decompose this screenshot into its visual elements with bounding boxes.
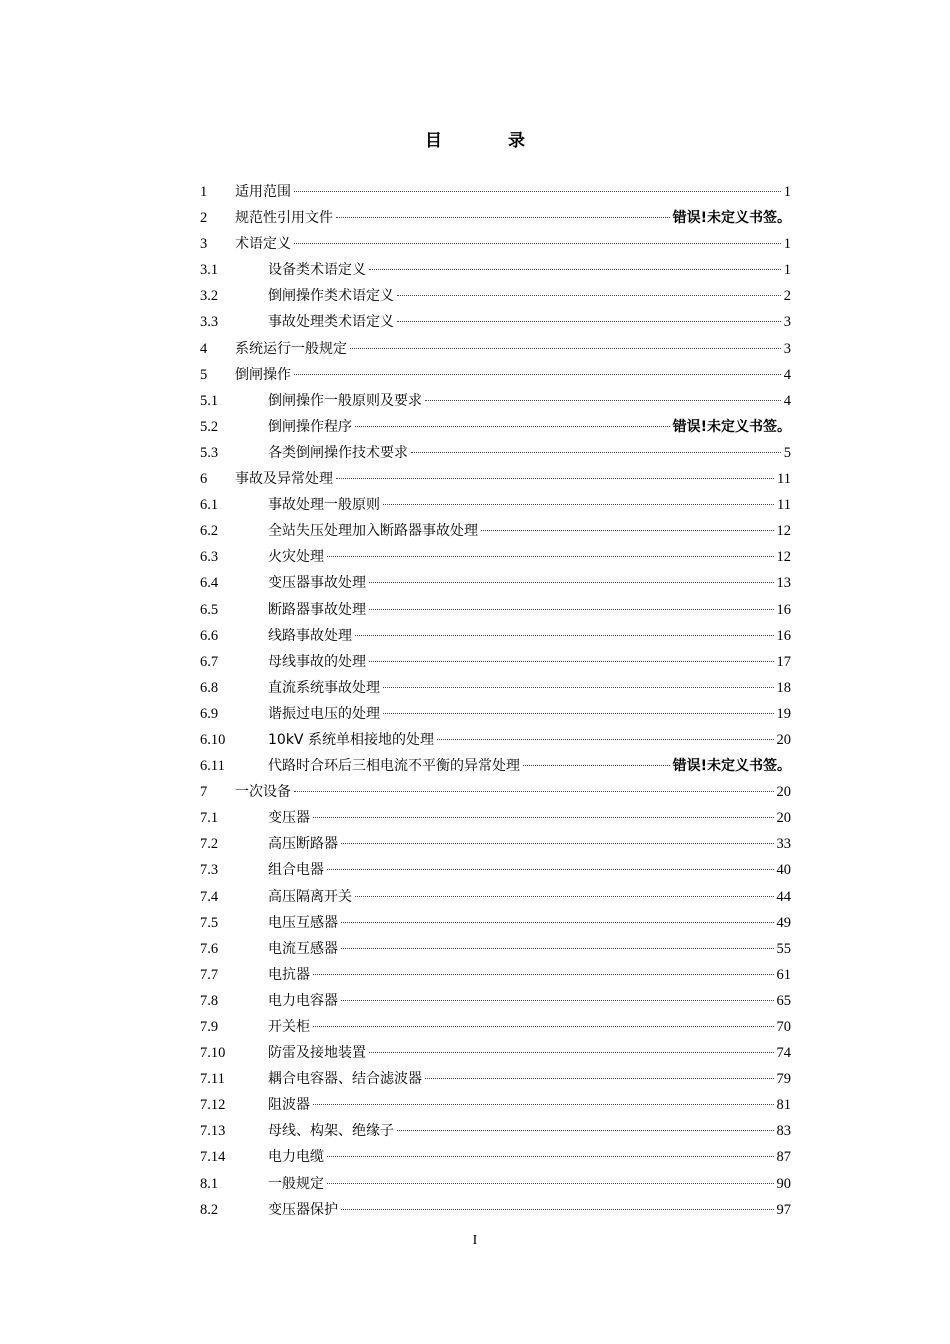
toc-entry[interactable] xyxy=(200,727,791,753)
toc-entry-title: 直流系统事故处理 xyxy=(268,679,380,696)
toc-entry-title: 电力电缆 xyxy=(268,1149,324,1166)
toc-entry-number: 6.8 xyxy=(200,679,219,696)
toc-entry-title: 母线事故的处理 xyxy=(268,653,366,670)
toc-entry-title: 阻波器 xyxy=(268,1097,310,1114)
toc-dot-leader xyxy=(369,582,774,583)
toc-entry[interactable] xyxy=(200,1092,791,1118)
toc-entry-number: 7.4 xyxy=(200,888,219,905)
toc-dot-leader xyxy=(369,1052,774,1053)
toc-entry-page-number: 1 xyxy=(783,262,791,279)
toc-entry[interactable] xyxy=(200,1066,791,1092)
toc-entry[interactable] xyxy=(200,623,791,649)
toc-entry[interactable] xyxy=(200,309,791,335)
toc-entry-number: 6 xyxy=(200,471,208,488)
toc-entry-number: 7.2 xyxy=(200,836,219,853)
toc-entry-page-number: 18 xyxy=(776,679,791,696)
toc-entry-number: 6.5 xyxy=(200,601,219,618)
toc-entry-number: 7.12 xyxy=(200,1097,226,1114)
toc-dot-leader xyxy=(294,791,774,792)
toc-dot-leader xyxy=(425,1078,774,1079)
toc-entry-title: 变压器事故处理 xyxy=(268,575,366,592)
toc-entry[interactable] xyxy=(200,544,791,570)
toc-entry-page-number: 74 xyxy=(776,1045,791,1062)
toc-entry-title: 倒闸操作一般原则及要求 xyxy=(268,392,422,409)
toc-entry-page-number: 5 xyxy=(783,444,791,461)
toc-entry-title: 一次设备 xyxy=(235,784,291,801)
toc-entry-page-number: 83 xyxy=(776,1123,791,1140)
toc-entry[interactable] xyxy=(200,570,791,596)
toc-entry[interactable] xyxy=(200,362,791,388)
toc-entry-page-number: 40 xyxy=(776,862,791,879)
toc-dot-leader xyxy=(411,452,781,453)
toc-entry-title: 断路器事故处理 xyxy=(268,601,366,618)
toc-entry[interactable] xyxy=(200,962,791,988)
toc-entry-number: 6.2 xyxy=(200,523,219,540)
toc-entry-number: 5.3 xyxy=(200,444,219,461)
toc-entry-page-number: 55 xyxy=(776,940,791,957)
toc-entry-title: 系统运行一般规定 xyxy=(235,340,347,357)
toc-entry-number: 4 xyxy=(200,340,208,357)
toc-entry-number: 3.2 xyxy=(200,288,219,305)
toc-dot-leader xyxy=(383,713,774,714)
toc-entry-number: 6.9 xyxy=(200,705,219,722)
toc-entry-error-text: 错误!未定义书签。 xyxy=(672,210,791,227)
toc-dot-leader xyxy=(350,348,781,349)
toc-entry-title: 倒闸操作 xyxy=(235,366,291,383)
toc-dot-leader xyxy=(294,374,781,375)
toc-dot-leader xyxy=(294,243,781,244)
toc-entry-title: 术语定义 xyxy=(235,236,291,253)
toc-entry-number: 5 xyxy=(200,366,208,383)
toc-entry-number: 6.11 xyxy=(200,758,225,775)
toc-entry-title: 倒闸操作程序 xyxy=(268,418,352,435)
toc-entry-page-number: 19 xyxy=(776,705,791,722)
toc-dot-leader xyxy=(369,661,774,662)
table-of-contents xyxy=(200,179,791,1223)
toc-entry[interactable] xyxy=(200,831,791,857)
toc-entry[interactable] xyxy=(200,597,791,623)
toc-entry-number: 6.6 xyxy=(200,627,219,644)
toc-dot-leader xyxy=(294,191,781,192)
toc-dot-leader xyxy=(327,1156,774,1157)
toc-entry-title: 事故处理类术语定义 xyxy=(268,314,394,331)
toc-entry-title: 开关柜 xyxy=(268,1019,310,1035)
toc-entry-title: 适用范围 xyxy=(235,184,291,200)
toc-entry[interactable] xyxy=(200,649,791,675)
toc-entry-title: 变压器保护 xyxy=(268,1201,338,1218)
toc-entry-title: 防雷及接地装置 xyxy=(268,1045,366,1062)
toc-entry-page-number: 1 xyxy=(783,236,791,253)
toc-entry-number: 7.6 xyxy=(200,940,219,957)
toc-entry-page-number: 20 xyxy=(776,731,791,748)
toc-dot-leader xyxy=(369,269,781,270)
toc-entry-number: 8.1 xyxy=(200,1175,219,1192)
toc-dot-leader xyxy=(355,426,670,427)
toc-entry[interactable] xyxy=(200,336,791,362)
toc-entry-page-number: 70 xyxy=(776,1019,791,1035)
toc-entry-title: 一般规定 xyxy=(268,1175,324,1192)
toc-entry-number: 7.10 xyxy=(200,1045,226,1062)
toc-dot-leader xyxy=(397,1130,774,1131)
toc-entry[interactable] xyxy=(200,701,791,727)
toc-entry[interactable] xyxy=(200,936,791,962)
toc-entry-page-number: 16 xyxy=(776,627,791,644)
toc-entry-title: 全站失压处理加入断路器事故处理 xyxy=(268,523,478,540)
toc-entry[interactable] xyxy=(200,1118,791,1144)
toc-entry-page-number: 12 xyxy=(776,549,791,566)
page-title: 目 录 xyxy=(425,131,555,151)
toc-entry-page-number: 44 xyxy=(776,888,791,905)
toc-entry[interactable] xyxy=(200,414,791,440)
toc-entry[interactable] xyxy=(200,440,791,466)
toc-entry-page-number: 33 xyxy=(776,836,791,853)
toc-dot-leader xyxy=(336,217,670,218)
toc-entry[interactable] xyxy=(200,257,791,283)
toc-entry-title: 高压断路器 xyxy=(268,836,338,853)
toc-entry-title: 倒闸操作类术语定义 xyxy=(268,288,394,305)
toc-entry[interactable] xyxy=(200,1040,791,1066)
toc-entry-number: 7.11 xyxy=(200,1071,225,1088)
toc-dot-leader xyxy=(341,922,774,923)
toc-dot-leader xyxy=(313,1026,774,1027)
toc-entry-error-text: 错误!未定义书签。 xyxy=(672,758,791,775)
toc-dot-leader xyxy=(341,1000,774,1001)
toc-entry-error-text: 错误!未定义书签。 xyxy=(672,418,791,435)
toc-entry-page-number: 61 xyxy=(776,966,791,983)
toc-entry[interactable] xyxy=(200,910,791,936)
toc-entry-page-number: 12 xyxy=(776,523,791,540)
toc-entry-page-number: 3 xyxy=(783,314,791,331)
toc-entry-number: 8.2 xyxy=(200,1201,219,1218)
toc-entry-number: 1 xyxy=(200,184,208,200)
toc-dot-leader xyxy=(327,869,774,870)
toc-entry-number: 7.1 xyxy=(200,810,219,827)
toc-entry-number: 7.14 xyxy=(200,1149,226,1166)
toc-entry-number: 3.1 xyxy=(200,262,219,279)
toc-entry-number: 7.3 xyxy=(200,862,219,879)
toc-entry-number: 6.3 xyxy=(200,549,219,566)
toc-dot-leader xyxy=(383,504,774,505)
toc-entry[interactable] xyxy=(200,1171,791,1197)
toc-entry[interactable] xyxy=(200,805,791,831)
toc-dot-leader xyxy=(313,817,774,818)
toc-entry[interactable] xyxy=(200,675,791,701)
toc-entry-page-number: 65 xyxy=(776,992,791,1009)
toc-dot-leader xyxy=(369,609,774,610)
toc-entry-page-number: 87 xyxy=(776,1149,791,1166)
toc-entry-page-number: 16 xyxy=(776,601,791,618)
toc-entry-title: 代路时合环后三相电流不平衡的异常处理 xyxy=(268,758,520,775)
toc-entry[interactable] xyxy=(200,753,791,779)
toc-entry-number: 7.13 xyxy=(200,1123,226,1140)
toc-entry[interactable] xyxy=(200,518,791,544)
toc-entry-title: 电力电容器 xyxy=(268,992,338,1009)
toc-entry-title: 母线、构架、绝缘子 xyxy=(268,1123,394,1140)
toc-entry-number: 3 xyxy=(200,236,208,253)
toc-entry[interactable] xyxy=(200,205,791,231)
toc-entry-number: 7.5 xyxy=(200,914,219,931)
toc-entry-number: 5.1 xyxy=(200,392,219,409)
toc-entry-number: 7.8 xyxy=(200,992,219,1009)
toc-entry-number: 7.7 xyxy=(200,966,219,983)
toc-entry-page-number: 4 xyxy=(783,366,791,383)
toc-entry-number: 3.3 xyxy=(200,314,219,331)
toc-entry-page-number: 2 xyxy=(783,288,791,305)
toc-entry[interactable] xyxy=(200,231,791,257)
toc-entry-number: 7 xyxy=(200,784,208,801)
toc-entry-title: 设备类术语定义 xyxy=(268,262,366,279)
toc-entry-page-number: 1 xyxy=(783,184,791,200)
toc-entry-page-number: 4 xyxy=(783,392,791,409)
toc-entry-title: 谐振过电压的处理 xyxy=(268,705,380,722)
toc-entry-title: 耦合电容器、结合滤波器 xyxy=(268,1071,422,1088)
toc-entry-title: 变压器 xyxy=(268,810,310,827)
toc-entry-page-number: 90 xyxy=(776,1175,791,1192)
toc-entry[interactable] xyxy=(200,492,791,518)
toc-entry-number: 6.4 xyxy=(200,575,219,592)
toc-entry-title: 规范性引用文件 xyxy=(235,210,333,227)
toc-entry-page-number: 11 xyxy=(777,471,791,488)
toc-entry[interactable] xyxy=(200,857,791,883)
toc-entry-number: 6.10 xyxy=(200,731,226,748)
toc-dot-leader xyxy=(383,687,774,688)
toc-entry-title: 10kV 系统单相接地的处理 xyxy=(268,731,434,748)
toc-dot-leader xyxy=(336,478,774,479)
toc-entry-number: 6.1 xyxy=(200,497,219,514)
toc-entry-title: 电抗器 xyxy=(268,966,310,983)
toc-dot-leader xyxy=(425,400,781,401)
toc-entry-page-number: 81 xyxy=(776,1097,791,1114)
toc-entry-page-number: 20 xyxy=(776,784,791,801)
toc-dot-leader xyxy=(523,765,670,766)
toc-entry-title: 火灾处理 xyxy=(268,549,324,566)
toc-entry-title: 事故处理一般原则 xyxy=(268,497,380,514)
toc-dot-leader xyxy=(341,1209,774,1210)
toc-entry[interactable] xyxy=(200,1014,791,1040)
toc-entry-page-number: 13 xyxy=(776,575,791,592)
toc-entry-page-number: 20 xyxy=(776,810,791,827)
toc-dot-leader xyxy=(355,635,774,636)
toc-dot-leader xyxy=(313,1104,774,1105)
toc-entry[interactable] xyxy=(200,283,791,309)
toc-entry-page-number: 79 xyxy=(776,1071,791,1088)
toc-entry-number: 5.2 xyxy=(200,418,219,435)
toc-dot-leader xyxy=(313,974,774,975)
toc-dot-leader xyxy=(397,321,781,322)
toc-dot-leader xyxy=(341,948,774,949)
toc-entry-number: 7.9 xyxy=(200,1019,219,1035)
toc-entry[interactable] xyxy=(200,1144,791,1170)
toc-dot-leader xyxy=(341,843,774,844)
toc-entry[interactable] xyxy=(200,179,791,205)
toc-entry-page-number: 17 xyxy=(776,653,791,670)
toc-dot-leader xyxy=(437,739,774,740)
toc-entry-title: 电压互感器 xyxy=(268,914,338,931)
toc-entry[interactable] xyxy=(200,466,791,492)
toc-dot-leader xyxy=(327,556,774,557)
toc-entry-title: 各类倒闸操作技术要求 xyxy=(268,444,408,461)
toc-entry[interactable] xyxy=(200,884,791,910)
toc-entry-page-number: 49 xyxy=(776,914,791,931)
page-number: I xyxy=(472,1233,478,1248)
toc-dot-leader xyxy=(481,530,774,531)
toc-dot-leader xyxy=(327,1183,774,1184)
toc-dot-leader xyxy=(355,896,774,897)
toc-entry-number: 6.7 xyxy=(200,653,219,670)
toc-entry-title: 线路事故处理 xyxy=(268,627,352,644)
toc-entry-page-number: 11 xyxy=(777,497,791,514)
toc-entry-title: 事故及异常处理 xyxy=(235,471,333,488)
toc-entry[interactable] xyxy=(200,388,791,414)
toc-entry-page-number: 3 xyxy=(783,340,791,357)
toc-entry-title: 电流互感器 xyxy=(268,940,338,957)
toc-entry[interactable] xyxy=(200,1197,791,1223)
toc-entry-page-number: 97 xyxy=(776,1201,791,1218)
toc-entry-title: 组合电器 xyxy=(268,862,324,879)
toc-entry-title: 高压隔离开关 xyxy=(268,888,352,905)
toc-entry[interactable] xyxy=(200,988,791,1014)
toc-dot-leader xyxy=(397,295,781,296)
toc-entry-number: 2 xyxy=(200,210,208,227)
toc-entry[interactable] xyxy=(200,779,791,805)
